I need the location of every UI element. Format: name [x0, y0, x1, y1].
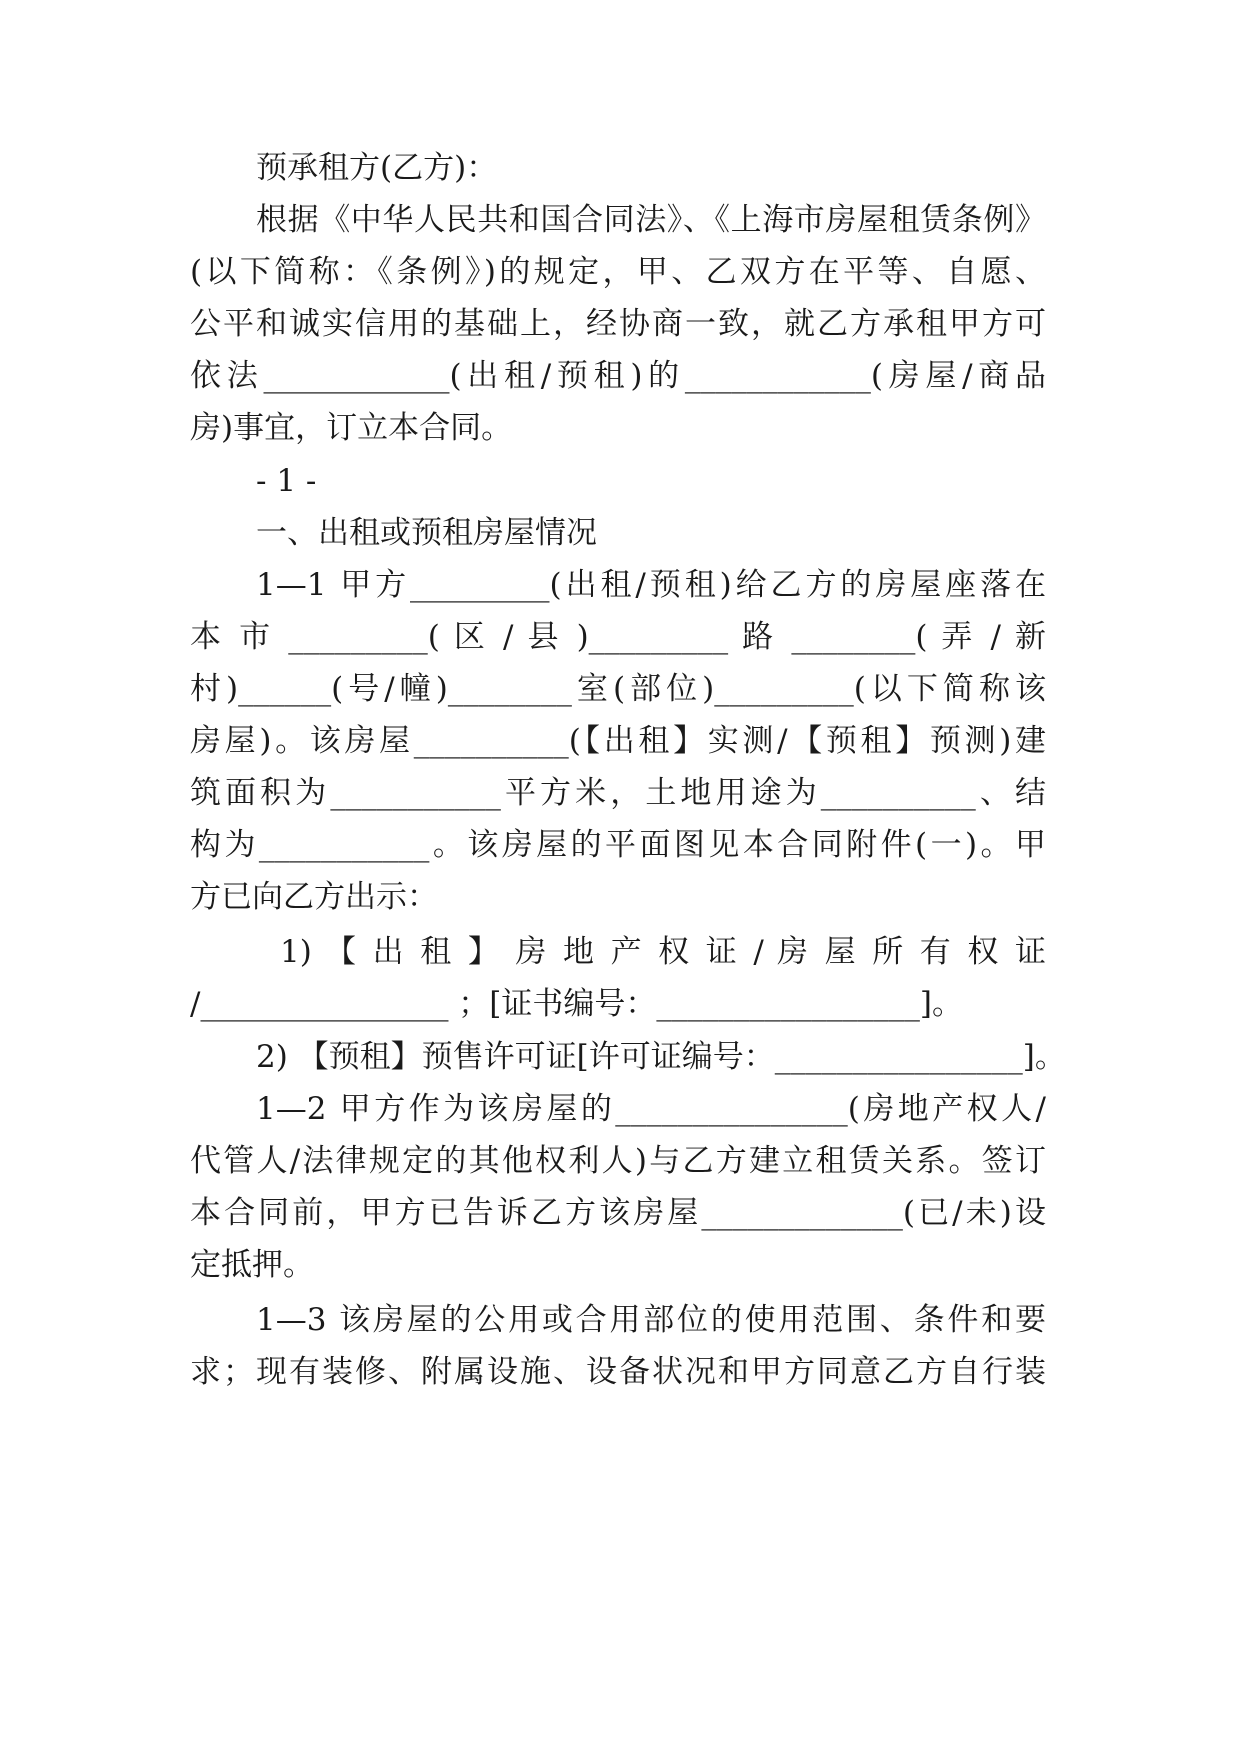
clause-1-3-line-1: 1—3 该房屋的公用或合用部位的使用范围、条件和要: [256, 1302, 1046, 1338]
clause-1-2-line-4: 定抵押。: [190, 1247, 314, 1283]
clause-1-2-line-3: 本合同前，甲方已告诉乙方该房屋_____________(已/未)设: [190, 1195, 1046, 1231]
page-number: - 1 -: [256, 463, 317, 499]
clause-1-1-line-5: 筑面积为___________平方米，土地用途为__________、结: [190, 775, 1046, 811]
intro-line-4: 依法____________(出租/预租)的____________(房屋/商品: [190, 358, 1046, 394]
intro-line-2: (以下简称：《条例》)的规定，甲、乙双方在平等、自愿、: [190, 254, 1046, 290]
intro-line-5: 房)事宜，订立本合同。: [190, 410, 513, 446]
section-1-title: 一、出租或预租房屋情况: [256, 515, 597, 551]
clause-1-1-line-3: 村)______(号/幢)________室(部位)_________(以下简称该: [190, 671, 1046, 707]
clause-1-1-line-6: 构为___________。该房屋的平面图见本合同附件(一)。甲: [190, 827, 1046, 863]
intro-line-3: 公平和诚实信用的基础上，经协商一致，就乙方承租甲方可: [190, 306, 1046, 342]
clause-1-2-line-1: 1—2 甲方作为该房屋的_______________(房地产权人/: [256, 1091, 1046, 1127]
clause-1-2-line-2: 代管人/法律规定的其他权利人)与乙方建立租赁关系。签订: [190, 1143, 1046, 1179]
item-1-line-2: /________________ ；[证书编号：_________________]。: [190, 986, 963, 1022]
intro-line-1: 根据《中华人民共和国合同法》、《上海市房屋租赁条例》: [256, 202, 1046, 238]
clause-1-1-line-2: 本 市 _________( 区 / 县 )_________ 路 ________( 弄 / 新: [190, 619, 1046, 655]
clause-1-1-line-1: 1—1 甲方_________(出租/预租)给乙方的房屋座落在: [256, 567, 1046, 603]
item-1-line-1: 1) 【 出 租 】 房 地 产 权 证 / 房 屋 所 有 权 证: [280, 934, 1046, 970]
item-2-line: 2) 【预租】预售许可证[许可证编号：________________]。: [256, 1039, 1066, 1075]
party-b-label: 预承租方(乙方)：: [256, 150, 498, 186]
clause-1-1-line-7: 方已向乙方出示：: [190, 879, 438, 915]
clause-1-3-line-2: 求；现有装修、附属设施、设备状况和甲方同意乙方自行装: [190, 1354, 1046, 1390]
clause-1-1-line-4: 房屋)。该房屋__________(【出租】实测/【预租】预测)建: [190, 723, 1046, 759]
